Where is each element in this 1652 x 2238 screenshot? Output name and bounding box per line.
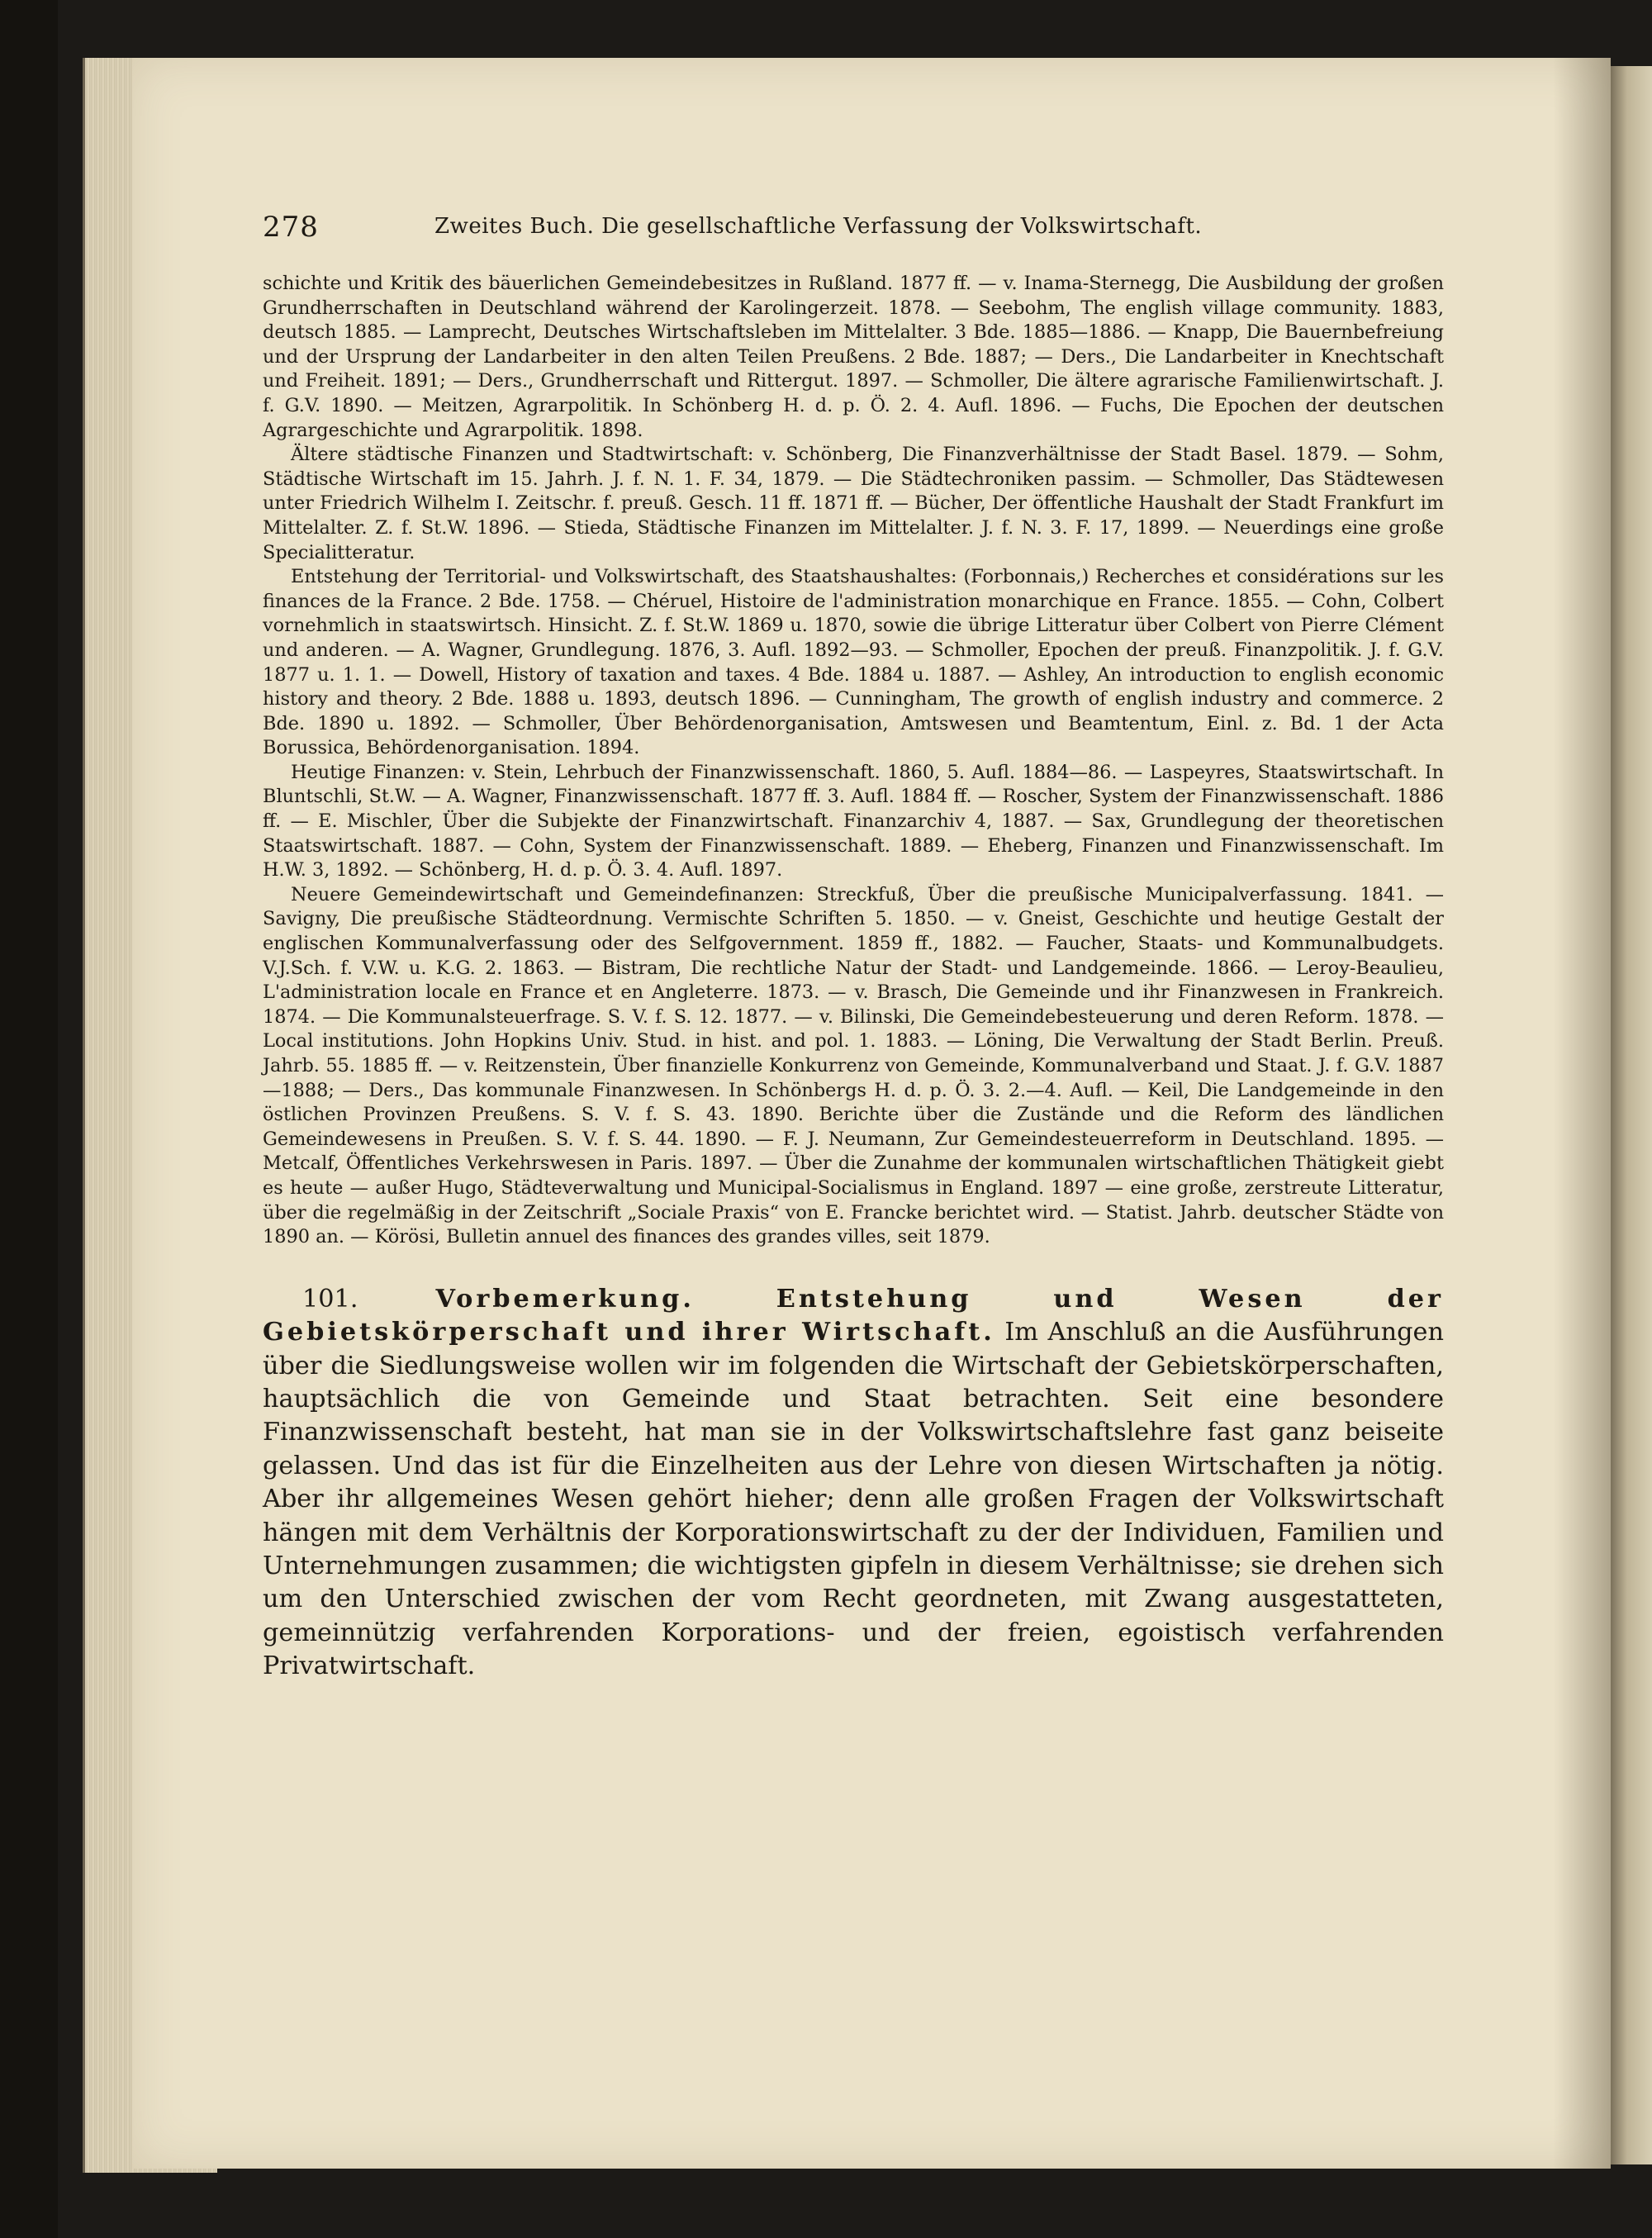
bibliography-paragraph: Heutige Finanzen: v. Stein, Lehrbuch der Finanzwissenschaft. 1860, 5. Aufl. 1884—86. — Laspeyres, Staatswirtschaft. In Bluntschli, St.W. — A. Wagner, Finanzwissenschaft. 1877 ff. 3. Aufl. 1884 ff. — Roscher, System der Finanzwissenschaft. 1886 ff. — E. Mischler, Über die Subjekte der Finanzwirtschaft. Finanzarchiv 4, 1887. — Sax, Grundlegung der theoretischen Staatswirtschaft. 1887. — Cohn, System der Finanzwissenschaft. 1889. — Eheberg, Finanzen und Finanzwissenschaft. Im H.W. 3, 1892. — Schönberg, H. d. p. Ö. 3. 4. Aufl. 1897. xyxy=(263,761,1444,881)
facing-page-edge xyxy=(1611,66,1652,2164)
section-number: 101. xyxy=(302,1284,358,1314)
book-cover-edge xyxy=(0,0,58,2238)
page-number: 278 xyxy=(263,211,319,244)
bibliography-paragraph: Ältere städtische Finanzen und Stadtwirtschaft: v. Schönberg, Die Finanzverhältnisse der Stadt Basel. 1879. — Sohm, Städtische Wirtschaft im 15. Jahrh. J. f. N. 1. F. 34, 1879. — Die Städtechroniken passim. — Schmoller, Das Städtewesen unter Friedrich Wilhelm I. Zeitschr. f. preuß. Gesch. 11 ff. 1871 ff. — Bücher, Der öffentliche Haushalt der Stadt Frankfurt im Mittelalter. Z. f. St.W. 1896. — Stieda, Städtische Finanzen im Mittelalter. J. f. N. 3. F. 17, 1899. — Neuerdings eine große Specialitteratur. xyxy=(263,444,1444,563)
bibliography-paragraph: Entstehung der Territorial- und Volkswirtschaft, des Staatshaushaltes: (Forbonnais,) Recherches et considérations sur les finances de la France. 2 Bde. 1758. — Chéruel, Histoire de l'administration monarchique en France. 1855. — Cohn, Colbert vornehmlich in staatswirtsch. Hinsicht. Z. f. St.W. 1869 u. 1870, sowie die übrige Litteratur über Colbert von Pierre Clément und anderen. — A. Wagner, Grundlegung. 1876, 3. Aufl. 1892—93. — Schmoller, Epochen der preuß. Finanzpolitik. J. f. G.V. 1877 u. 1. 1. — Dowell, History of taxation and taxes. 4 Bde. 1884 u. 1887. — Ashley, An introduction to english economic history and theory. 2 Bde. 1888 u. 1893, deutsch 1896. — Cunningham, The growth of english industry and commerce. 2 Bde. 1890 u. 1892. — Schmoller, Über Behördenorganisation, Amtswesen und Beamtentum, Einl. z. Bd. 1 der Acta Borussica, Behördenorganisation. 1894. xyxy=(263,566,1444,759)
bibliography-paragraph: schichte und Kritik des bäuerlichen Gemeindebesitzes in Rußland. 1877 ff. — v. Inama-Sternegg, Die Ausbildung der großen Grundherrschaften in Deutschland während der Karolingerzeit. 1878. — Seebohm, The english village community. 1883, deutsch 1885. — Lamprecht, Deutsches Wirtschaftsleben im Mittelalter. 3 Bde. 1885—1886. — Knapp, Die Bauernbefreiung und der Ursprung der Landarbeiter in den alten Teilen Preußens. 2 Bde. 1887; — Ders., Die Landarbeiter in Knechtschaft und Freiheit. 1891; — Ders., Grundherrschaft und Rittergut. 1897. — Schmoller, Die ältere agrarische Familienwirtschaft. J. f. G.V. 1890. — Meitzen, Agrarpolitik. In Schönberg H. d. p. Ö. 2. 4. Aufl. 1896. — Fuchs, Die Epochen der deutschen Agrargeschichte und Agrarpolitik. 1898. xyxy=(263,273,1444,441)
page-gutter-shadow xyxy=(1553,58,1611,2169)
page-content xyxy=(263,211,1444,1684)
bibliography-paragraph: Neuere Gemeindewirtschaft und Gemeindefinanzen: Streckfuß, Über die preußische Municipalverfassung. 1841. — Savigny, Die preußische Städteordnung. Vermischte Schriften 5. 1850. — v. Gneist, Geschichte und heutige Gestalt der englischen Kommunalverfassung oder des Selfgovernment. 1859 ff., 1882. — Faucher, Staats- und Kommunalbudgets. V.J.Sch. f. V.W. u. K.G. 2. 1863. — Bistram, Die rechtliche Natur der Stadt- und Landgemeinde. 1866. — Leroy-Beaulieu, L'administration locale en France et en Angleterre. 1873. — v. Brasch, Die Gemeinde und ihr Finanzwesen in Frankreich. 1874. — Die Kommunalsteuerfrage. S. V. f. S. 12. 1877. — v. Bilinski, Die Gemeindebesteuerung und deren Reform. 1878. — Local institutions. John Hopkins Univ. Stud. in hist. and pol. 1. 1883. — Löning, Die Verwaltung der Stadt Berlin. Preuß. Jahrb. 55. 1885 ff. — v. Reitzenstein, Über finanzielle Konkurrenz von Gemeinde, Kommunalverband und Staat. J. f. G.V. 1887—1888; — Ders., Das kommunale Finanzwesen. In Schönbergs H. d. p. Ö. 3. 2.—4. Aufl. — Keil, Die Landgemeinde in den östlichen Provinzen Preußens. S. V. f. S. 43. 1890. Berichte über die Zustände und die Reform des ländlichen Gemeindewesens in Preußen. S. V. f. S. 44. 1890. — F. J. Neumann, Zur Gemeindesteuerreform in Deutschland. 1895. — Metcalf, Öffentliches Verkehrswesen in Paris. 1897. — Über die Zunahme der kommunalen wirtschaftlichen Thätigkeit giebt es heute — außer Hugo, Städteverwaltung und Municipal-Socialismus in England. 1897 — eine große, zerstreute Litteratur, über die regelmäßig in der Zeitschrift „Sociale Praxis“ von E. Francke berichtet wird. — Statist. Jahrb. deutscher Städte von 1890 an. — Körösi, Bulletin annuel des finances des grandes villes, seit 1879. xyxy=(263,883,1444,1248)
running-head xyxy=(263,211,1444,252)
section-paragraph xyxy=(263,1283,1444,1684)
section-heading: Vorbemerkung. Entstehung und Wesen der Gebietskörperschaft und ihrer Wirtschaft. xyxy=(263,1284,1444,1347)
section-body: Im Anschluß an die Ausführungen über die Siedlungsweise wollen wir im folgenden die Wirtschaft der Gebietskörperschaften, hauptsächlich die von Gemeinde und Staat betrachten. Seit eine besondere Finanzwissenschaft besteht, hat man sie in der Volkswirtschaftslehre fast ganz beiseite gelassen. Und das ist für die Einzelheiten aus der Lehre von diesen Wirtschaften ja nötig. Aber ihr allgemeines Wesen gehört hieher; denn alle großen Fragen der Volkswirtschaft hängen mit dem Verhältnis der Korporationswirtschaft zu der der Individuen, Familien und Unternehmungen zusammen; die wichtigsten gipfeln in diesem Verhältnisse; sie drehen sich um den Unterschied zwischen der vom Recht geordneten, mit Zwang ausgestatteten, gemeinnützig verfahrenden Korporations- und der freien, egoistisch verfahrenden Privatwirtschaft. xyxy=(263,1318,1444,1681)
section-101 xyxy=(263,1283,1444,1684)
running-title: Zweites Buch. Die gesellschaftliche Verfassung der Volkswirtschaft. xyxy=(434,214,1203,239)
bibliography-block xyxy=(263,272,1444,1250)
